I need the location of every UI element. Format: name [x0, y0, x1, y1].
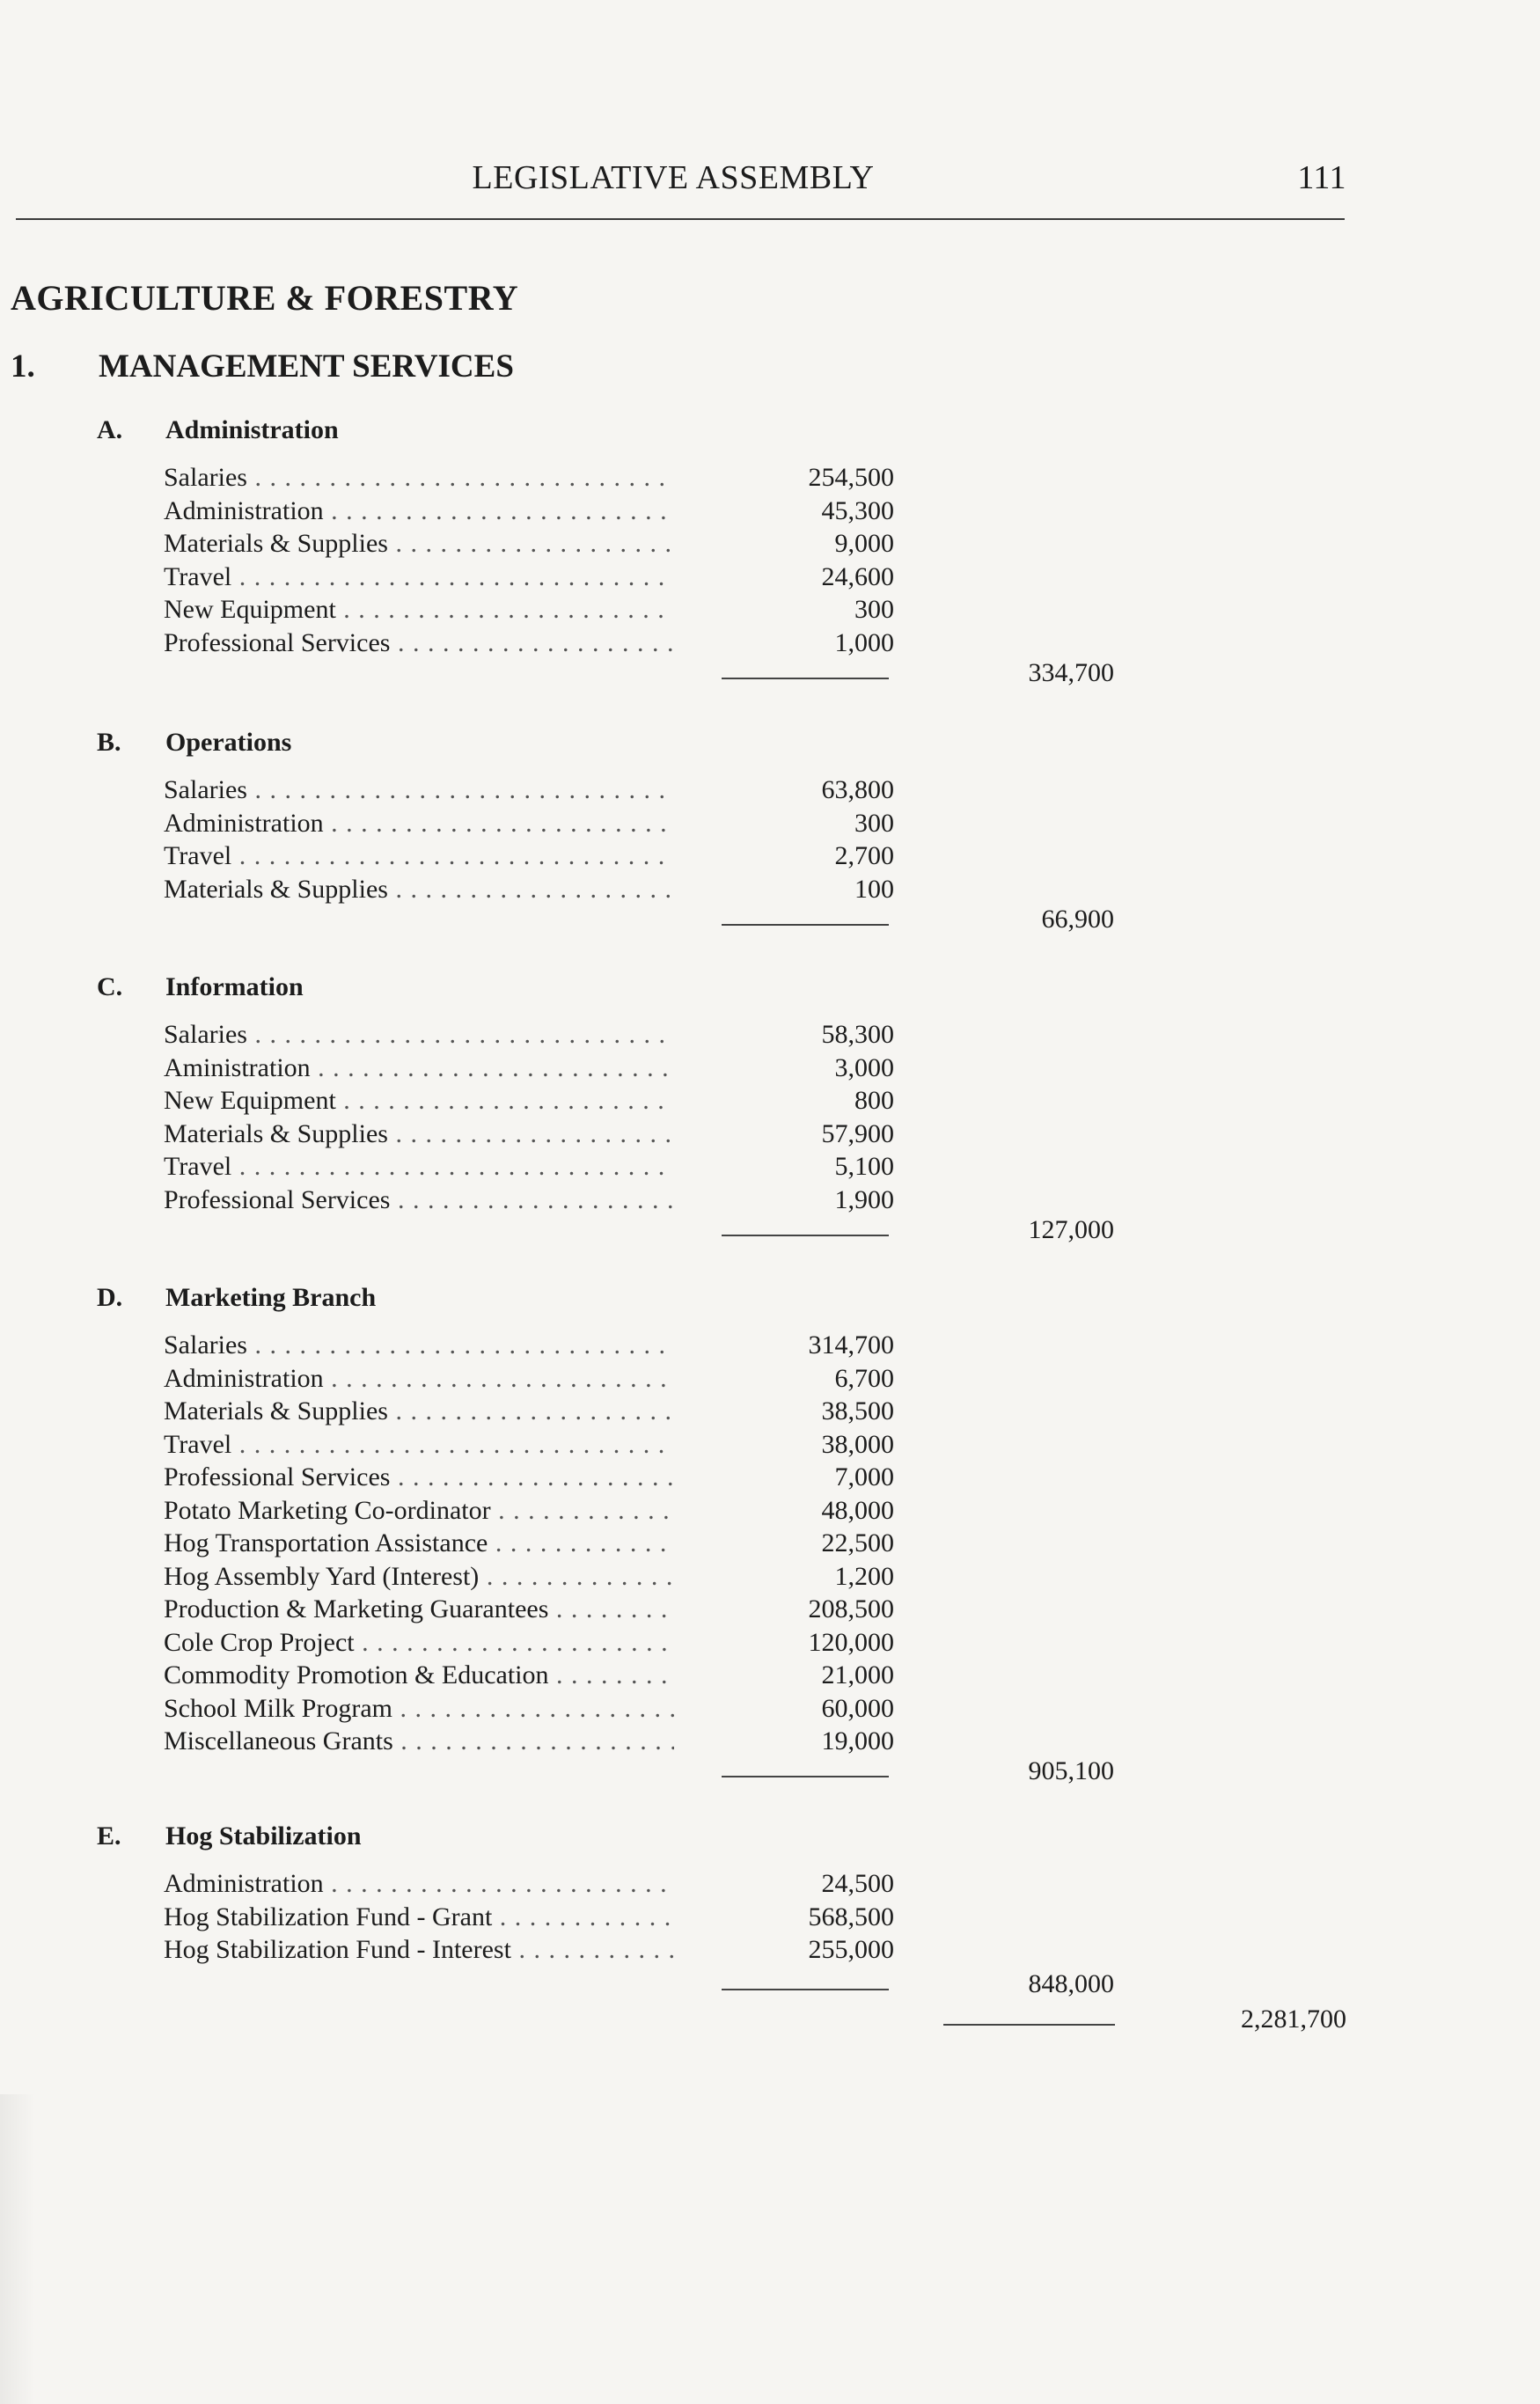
item-label: Administration . . .: [164, 1867, 674, 1901]
line-item: [164, 1461, 894, 1494]
line-item: [164, 873, 894, 906]
header-rule: [16, 218, 1345, 220]
item-label: Hog Stabilization Fund - Interest . . .: [164, 1933, 674, 1967]
item-label: Hog Assembly Yard (Interest) . . .: [164, 1560, 674, 1594]
section-letter: A.: [97, 415, 123, 444]
line-item: [164, 1527, 894, 1560]
item-label: Materials & Supplies . . .: [164, 873, 674, 906]
scan-edge-shadow: [0, 2094, 35, 2404]
item-amount: 24,600: [821, 561, 894, 591]
section-title: Hog Stabilization: [165, 1821, 362, 1851]
section-total: 127,000: [1028, 1215, 1114, 1244]
item-amount: 22,500: [821, 1528, 894, 1557]
item-amount: 21,000: [821, 1660, 894, 1689]
line-item: [164, 807, 894, 840]
item-label: Materials & Supplies . . .: [164, 527, 674, 561]
item-label: Administration . . .: [164, 1362, 674, 1396]
item-label: Materials & Supplies . . .: [164, 1395, 674, 1428]
line-item: [164, 561, 894, 594]
item-amount: 314,700: [808, 1330, 894, 1360]
item-label: Materials & Supplies . . .: [164, 1118, 674, 1151]
item-label: New Equipment . . .: [164, 1084, 674, 1118]
item-amount: 9,000: [834, 529, 894, 558]
line-item: [164, 495, 894, 528]
item-label: Salaries . . .: [164, 1329, 674, 1362]
line-item: [164, 1867, 894, 1901]
program-number: 1.: [11, 348, 35, 385]
subtotal-rule: [722, 678, 889, 679]
item-label: New Equipment . . .: [164, 593, 674, 627]
item-label: Travel . . .: [164, 839, 674, 873]
section-title: Marketing Branch: [165, 1283, 377, 1312]
item-label: Administration . . .: [164, 495, 674, 528]
line-item: [164, 1084, 894, 1118]
line-item: [164, 1395, 894, 1428]
line-item: [164, 1494, 894, 1528]
line-item: [164, 1428, 894, 1462]
item-amount: 6,700: [834, 1363, 894, 1393]
section-title: Information: [165, 972, 304, 1001]
item-label: Professional Services . . .: [164, 627, 674, 660]
subtotal-rule: [722, 1989, 889, 1990]
item-amount: 45,300: [821, 495, 894, 525]
line-item: [164, 1184, 894, 1217]
subtotal-rule: [722, 1235, 889, 1236]
item-label: Administration . . .: [164, 807, 674, 840]
grand-total-rule: [943, 2024, 1115, 2026]
line-item: [164, 627, 894, 660]
line-item: [164, 1329, 894, 1362]
department-title: AGRICULTURE & FORESTRY: [11, 278, 519, 318]
item-amount: 3,000: [834, 1052, 894, 1082]
section-total: 66,900: [1041, 905, 1114, 934]
item-label: Salaries . . .: [164, 773, 674, 807]
line-item: [164, 839, 894, 873]
section-letter: D.: [97, 1283, 123, 1312]
item-amount: 568,500: [808, 1902, 894, 1931]
item-amount: 2,700: [834, 841, 894, 870]
line-item: [164, 1626, 894, 1660]
running-title: LEGISLATIVE ASSEMBLY: [472, 159, 875, 196]
line-item: [164, 1150, 894, 1184]
line-item: [164, 1593, 894, 1626]
line-item: [164, 1933, 894, 1967]
program-title: MANAGEMENT SERVICES: [99, 348, 514, 385]
line-item: [164, 1901, 894, 1934]
line-item: [164, 1118, 894, 1151]
item-label: Production & Marketing Guarantees . . .: [164, 1593, 674, 1626]
item-label: Hog Stabilization Fund - Grant . . .: [164, 1901, 674, 1934]
line-item: [164, 593, 894, 627]
item-label: Cole Crop Project . . .: [164, 1626, 674, 1660]
item-amount: 300: [854, 595, 894, 624]
line-item-list: [164, 461, 894, 659]
item-amount: 100: [854, 874, 894, 904]
item-label: Professional Services . . .: [164, 1184, 674, 1217]
item-amount: 300: [854, 808, 894, 838]
section-letter: C.: [97, 972, 123, 1001]
item-amount: 7,000: [834, 1462, 894, 1492]
line-item: [164, 773, 894, 807]
line-item-list: [164, 1867, 894, 1967]
item-amount: 38,000: [821, 1429, 894, 1459]
section-total: 848,000: [1028, 1969, 1114, 1998]
item-amount: 255,000: [808, 1935, 894, 1964]
item-amount: 48,000: [821, 1495, 894, 1525]
line-item: [164, 1560, 894, 1594]
item-amount: 800: [854, 1086, 894, 1115]
item-amount: 60,000: [821, 1693, 894, 1723]
item-amount: 57,900: [821, 1118, 894, 1148]
item-amount: 254,500: [808, 463, 894, 492]
item-label: Miscellaneous Grants . . .: [164, 1725, 674, 1758]
subtotal-rule: [722, 924, 889, 926]
line-item: [164, 1362, 894, 1396]
line-item: [164, 461, 894, 495]
subtotal-rule: [722, 1776, 889, 1777]
section-letter: E.: [97, 1821, 121, 1851]
section-title: Administration: [165, 415, 339, 444]
line-item: [164, 1018, 894, 1052]
section-letter: B.: [97, 728, 121, 757]
item-amount: 1,900: [834, 1184, 894, 1214]
line-item: [164, 527, 894, 561]
section-title: Operations: [165, 728, 292, 757]
item-label: Aministration . . .: [164, 1052, 674, 1085]
item-amount: 1,200: [834, 1561, 894, 1591]
item-label: Salaries . . .: [164, 461, 674, 495]
item-amount: 38,500: [821, 1396, 894, 1426]
item-label: Potato Marketing Co-ordinator . . .: [164, 1494, 674, 1528]
item-label: Travel . . .: [164, 561, 674, 594]
item-amount: 1,000: [834, 627, 894, 657]
line-item-list: [164, 1018, 894, 1216]
item-label: School Milk Program . . .: [164, 1692, 674, 1726]
page-number: 111: [1297, 159, 1346, 196]
line-item-list: [164, 1329, 894, 1758]
item-amount: 19,000: [821, 1726, 894, 1755]
section-total: 334,700: [1028, 658, 1114, 687]
line-item: [164, 1692, 894, 1726]
item-label: Hog Transportation Assistance . . .: [164, 1527, 674, 1560]
item-label: Salaries . . .: [164, 1018, 674, 1052]
section-total: 905,100: [1028, 1756, 1114, 1785]
grand-total: 2,281,700: [1241, 2005, 1346, 2034]
line-item: [164, 1725, 894, 1758]
item-amount: 58,300: [821, 1020, 894, 1049]
item-label: Travel . . .: [164, 1150, 674, 1184]
line-item-list: [164, 773, 894, 905]
item-label: Travel . . .: [164, 1428, 674, 1462]
item-amount: 24,500: [821, 1869, 894, 1898]
item-label: Commodity Promotion & Education . . .: [164, 1659, 674, 1692]
line-item: [164, 1659, 894, 1692]
item-amount: 5,100: [834, 1152, 894, 1181]
item-amount: 63,800: [821, 775, 894, 804]
line-item: [164, 1052, 894, 1085]
item-amount: 120,000: [808, 1627, 894, 1657]
item-label: Professional Services . . .: [164, 1461, 674, 1494]
item-amount: 208,500: [808, 1594, 894, 1623]
